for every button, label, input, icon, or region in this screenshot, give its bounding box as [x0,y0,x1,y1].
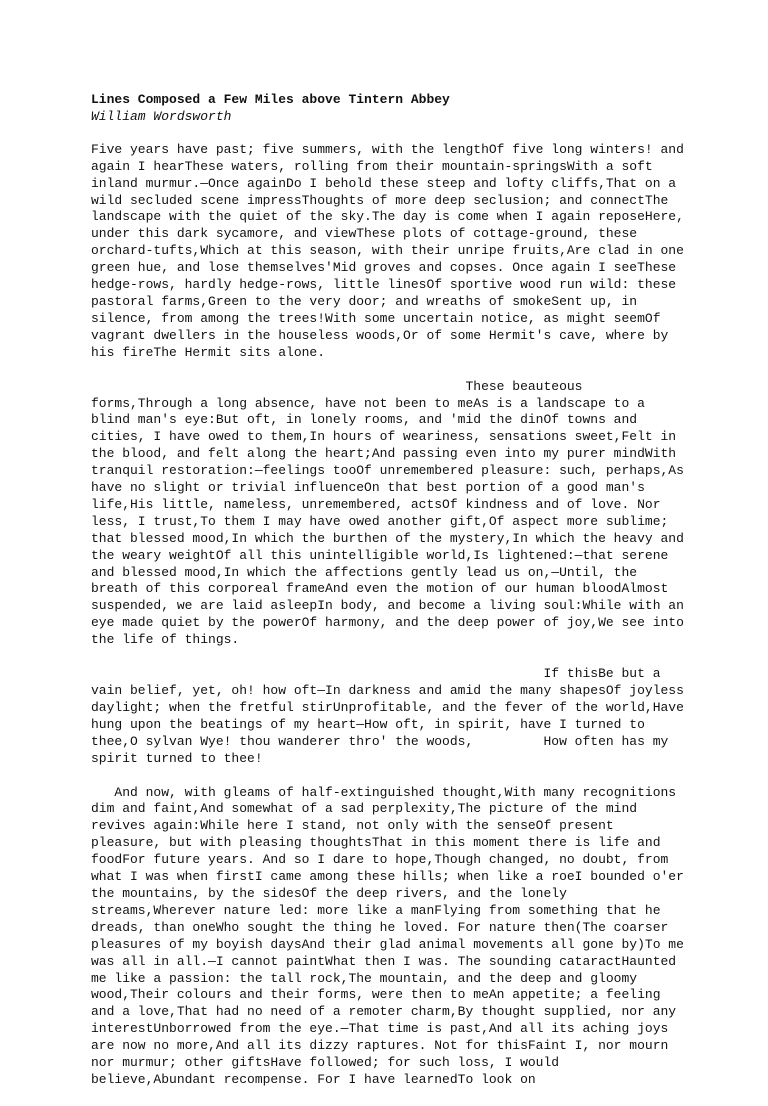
paragraph-4: And now, with gleams of half-extinguished thought,With many recognitions dim and faint,And somewhat of a sad perplexity,The picture of the mind revives again:While here I stand, not only with the senseOf present pleasure, but with pleasing thoughtsThat in this moment there is life and foodFor future years. And so I dare to hope,Though changed, no doubt, from what I was when firstI came among these hills; when like a roeI bounded o'er the mountains, by the sidesOf the deep rivers, and the lonely streams,Wherever nature led: more like a manFlying from something that he dreads, than oneWho sought the thing he loved. For nature then(The coarser pleasures of my boyish daysAnd their glad animal movements all gone by)To me was all in all.—I cannot paintWhat then I was. The sounding cataractHaunted me like a passion: the tall rock,The mountain, and the deep and gloomy wood,Their colours and their forms, were then to meAn appetite; a feeling and a love,That had no need of a remoter charm,By thought supplied, nor any interestUnborrowed from the eye.—That time is past,And all its aching joys are now no more,And all its dizzy raptures. Not for thisFaint I, nor mourn nor murmur; other giftsHave followed; for such loss, I would believe,Abundant recompense. For I have learnedTo look on [91,784,692,1087]
paragraph-3: If thisBe but a vain belief, yet, oh! how oft—In darkness and amid the many shapesOf joyless daylight; when the fretful stirUnprofitable, and the fever of the world,Have hung upon the beatings of my heart—How oft, in spirit, have I turned to thee,O sylvan Wye! thou wanderer thro' the woods, How often has my spirit turned to thee! [91,666,692,766]
poem-author: William Wordsworth [91,108,232,124]
document-page [91,92,691,1106]
paragraph-2: These beauteous forms,Through a long absence, have not been to meAs is a landscape to a blind man's eye:But oft, in lonely rooms, and 'mid the dinOf towns and cities, I have owed to them,In hours of weariness, sensations sweet,Felt in the blood, and felt along the heart;And passing even into my purer mindWith tranquil restoration:—feelings tooOf unremembered pleasure: such, perhaps,As have no slight or trivial influenceOn that best portion of a good man's life,His little, nameless, unremembered, actsOf kindness and of love. Nor less, I trust,To them I may have owed another gift,Of aspect more sublime; that blessed mood,In which the burthen of the mystery,In which the heavy and the weary weightOf all this unintelligible world,Is lightened:—that serene and blessed mood,In which the affections gently lead us on,—Until, the breath of this corporeal frameAnd even the motion of our human bloodAlmost suspended, we are laid asleepIn body, and become a living soul:While with an eye made quiet by the powerOf harmony, and the deep power of joy,We see into the life of things. [91,378,692,648]
paragraph-1: Five years have past; five summers, with the lengthOf five long winters! and again I hearThese waters, rolling from their mountain-springsWith a soft inland murmur.—Once againDo I behold these steep and lofty cliffs,That on a wild secluded scene impressThoughts of more deep seclusion; and connectThe landscape with the quiet of the sky.The day is come when I again reposeHere, under this dark sycamore, and viewThese plots of cottage-ground, these orchard-tufts,Which at this season, with their unripe fruits,Are clad in one green hue, and lose themselves'Mid groves and copses. Once again I seeThese hedge-rows, hardly hedge-rows, little linesOf sportive wood run wild: these pastoral farms,Green to the very door; and wreaths of smokeSent up, in silence, from among the trees!With some uncertain notice, as might seemOf vagrant dwellers in the houseless woods,Or of some Hermit's cave, where by his fireThe Hermit sits alone. [91,141,692,360]
poem-title: Lines Composed a Few Miles above Tintern Abbey [91,92,450,107]
